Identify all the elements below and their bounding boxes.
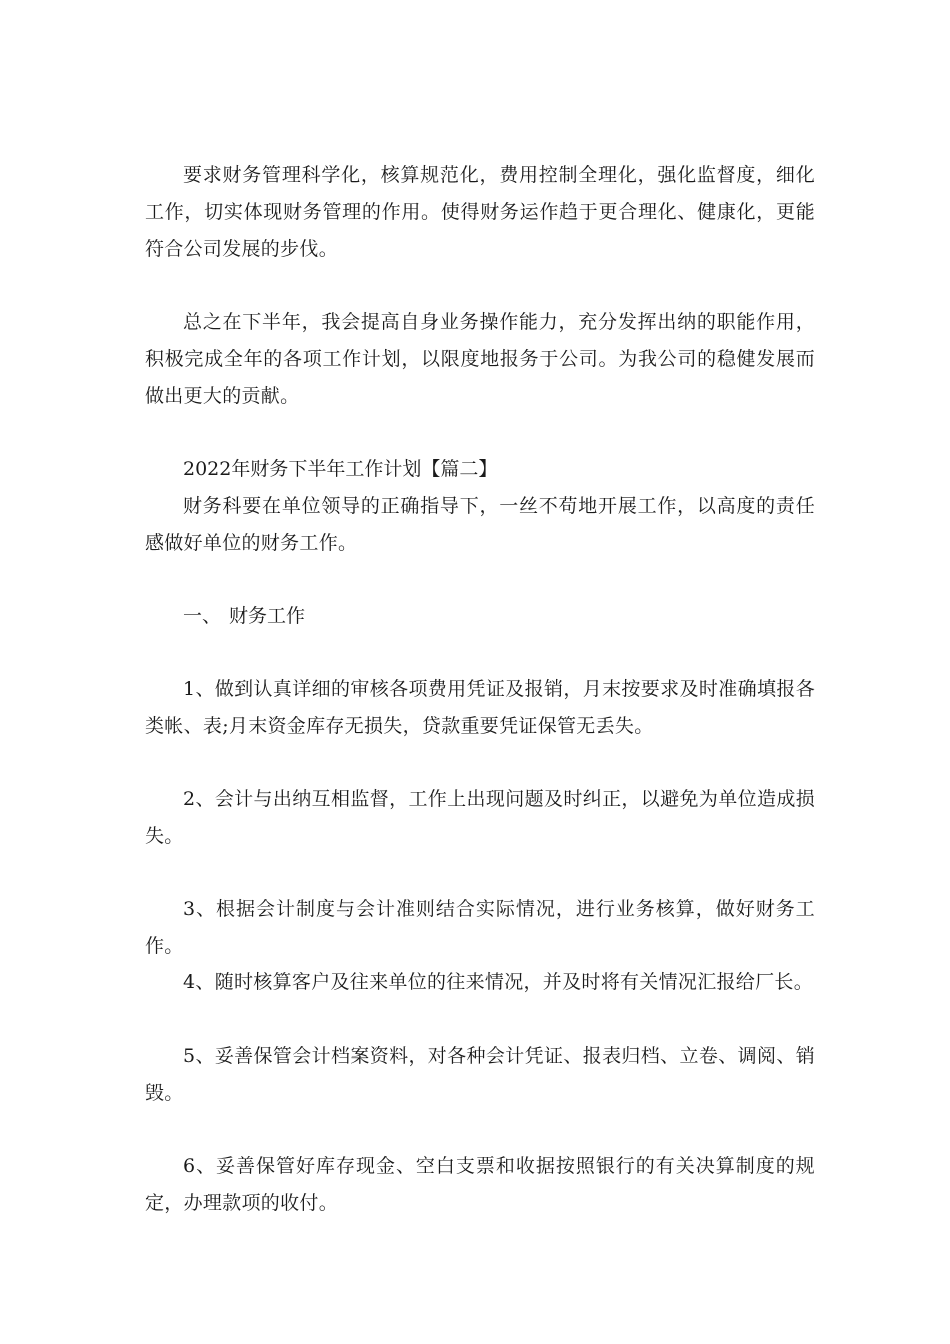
section-number: 一、 <box>183 605 222 627</box>
section-title-text: 财务工作 <box>229 605 306 627</box>
section-heading: 2022年财务下半年工作计划【篇二】 <box>183 458 498 480</box>
paragraph-intro: 财务科要在单位领导的正确指导下，一丝不苟地开展工作，以高度的责任感做好单位的财务工作。 <box>145 495 815 554</box>
list-item-5: 5、妥善保管会计档案资料，对各种会计凭证、报表归档、立卷、调阅、销毁。 <box>145 1045 815 1104</box>
paragraph-finance-requirements: 要求财务管理科学化，核算规范化，费用控制全理化，强化监督度，细化工作，切实体现财务管理的作用。使得财务运作趋于更合理化、健康化，更能符合公司发展的步伐。 <box>145 164 815 260</box>
list-item-4: 4、随时核算客户及往来单位的往来情况，并及时将有关情况汇报给厂长。 <box>183 971 813 993</box>
paragraph-summary: 总之在下半年，我会提高自身业务操作能力，充分发挥出纳的职能作用，积极完成全年的各项工作计划，以限度地报务于公司。为我公司的稳健发展而做出更大的贡献。 <box>145 311 815 407</box>
list-item-6: 6、妥善保管好库存现金、空白支票和收据按照银行的有关决算制度的规定，办理款项的收付。 <box>145 1155 815 1214</box>
section-title-finance-work <box>145 598 853 635</box>
list-item-3: 3、根据会计制度与会计准则结合实际情况，进行业务核算，做好财务工作。 <box>145 898 815 957</box>
list-item-2: 2、会计与出纳互相监督，工作上出现问题及时纠正，以避免为单位造成损失。 <box>145 788 815 847</box>
list-item-1: 1、做到认真详细的审核各项费用凭证及报销，月末按要求及时准确填报各类帐、表;月末资金库存无损失，贷款重要凭证保管无丢失。 <box>145 678 815 737</box>
